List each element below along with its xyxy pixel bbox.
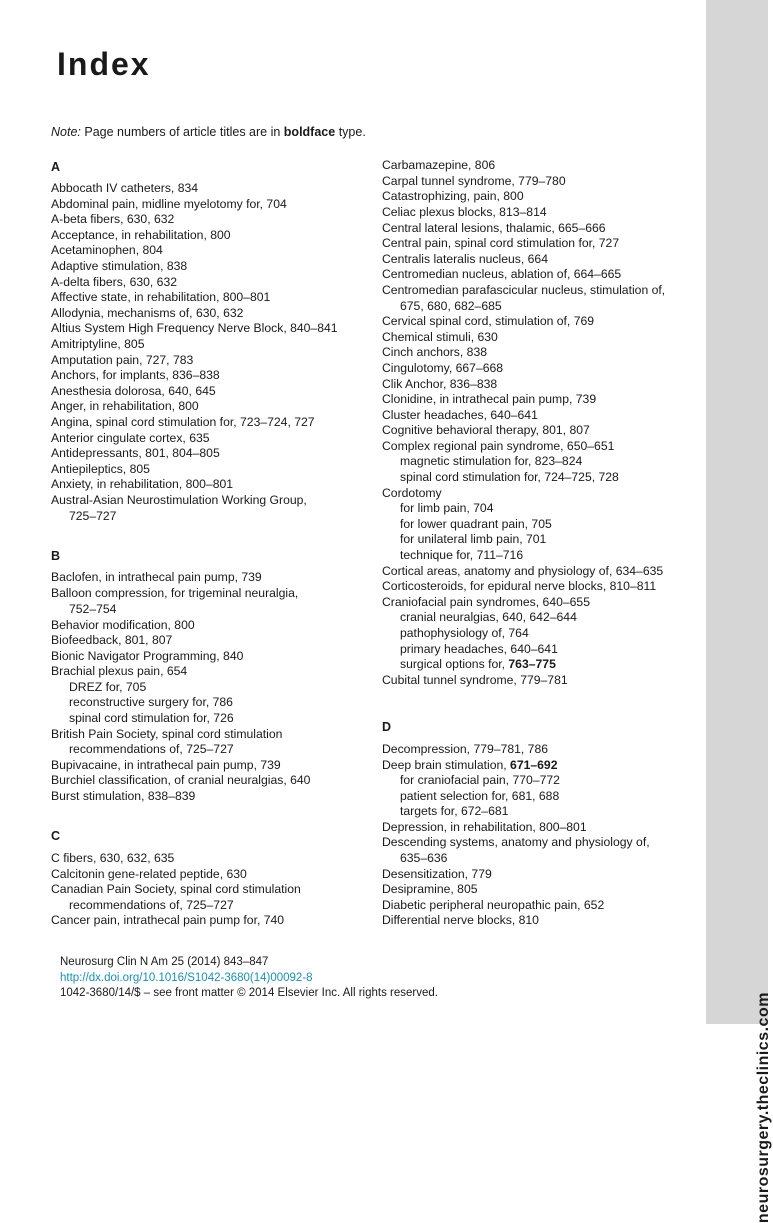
footer	[60, 955, 438, 1002]
entry-text: Central lateral lesions, thalamic, 665–666	[382, 221, 606, 235]
entry-text: recommendations of, 725–727	[69, 742, 234, 756]
index-entry	[51, 197, 287, 213]
entry-text: 675, 680, 682–685	[400, 299, 502, 313]
footer-citation: Neurosurg Clin N Am 25 (2014) 843–847	[60, 956, 269, 968]
entry-text: reconstructive surgery for, 786	[69, 695, 233, 709]
entry-text: recommendations of, 725–727	[69, 898, 234, 912]
index-entry-continuation	[382, 851, 447, 867]
index-entry	[51, 259, 187, 275]
entry-text: British Pain Society, spinal cord stimulation	[51, 727, 283, 741]
entry-text: cranial neuralgias, 640, 642–644	[400, 610, 577, 624]
index-entry	[51, 649, 243, 665]
index-subentry	[382, 773, 560, 789]
entry-text: Cingulotomy, 667–668	[382, 361, 504, 375]
entry-text: Biofeedback, 801, 807	[51, 633, 173, 647]
entry-text: Decompression, 779–781, 786	[382, 742, 548, 756]
entry-text: Acetaminophen, 804	[51, 243, 163, 257]
entry-text: Clonidine, in intrathecal pain pump, 739	[382, 392, 597, 406]
entry-bold-pages: 671–692	[510, 758, 558, 772]
index-subentry	[382, 548, 523, 564]
index-entry	[51, 306, 243, 322]
entry-text: spinal cord stimulation for, 726	[69, 711, 234, 725]
index-entry	[382, 236, 619, 252]
index-entry	[382, 820, 587, 836]
entry-text: technique for, 711–716	[400, 548, 524, 562]
index-entry	[51, 431, 210, 447]
entry-text: Diabetic peripheral neuropathic pain, 652	[382, 898, 605, 912]
section-letter: B	[51, 549, 61, 563]
index-entry	[51, 384, 216, 400]
entry-text: Antidepressants, 801, 804–805	[51, 446, 220, 460]
note-text-after: type.	[338, 125, 366, 139]
index-entry	[51, 633, 172, 649]
index-subentry	[382, 517, 552, 533]
index-subentry	[382, 804, 508, 820]
index-entry	[382, 486, 442, 502]
index-entry-continuation	[382, 299, 502, 315]
entry-text: Balloon compression, for trigeminal neuralgia,	[51, 586, 299, 600]
index-entry	[51, 727, 282, 743]
index-entry	[382, 564, 663, 580]
entry-text: Brachial plexus pain, 654	[51, 664, 188, 678]
index-subentry	[382, 657, 556, 673]
index-entry	[382, 882, 478, 898]
index-entry	[382, 205, 547, 221]
entry-text: Baclofen, in intrathecal pain pump, 739	[51, 570, 262, 584]
index-entry	[51, 758, 281, 774]
index-entry	[51, 477, 233, 493]
entry-text: Allodynia, mechanisms of, 630, 632	[51, 306, 244, 320]
entry-text: Desensitization, 779	[382, 867, 492, 881]
index-entry	[382, 330, 498, 346]
entry-text: Carbamazepine, 806	[382, 158, 496, 172]
index-subentry	[382, 501, 494, 517]
index-entry	[51, 867, 247, 883]
entry-text: Acceptance, in rehabilitation, 800	[51, 228, 231, 242]
index-entry	[51, 275, 177, 291]
entry-text: Centromedian nucleus, ablation of, 664–665	[382, 267, 622, 281]
index-entry	[382, 189, 524, 205]
entry-text: Austral-Asian Neurostimulation Working Group,	[51, 493, 307, 507]
index-entry	[51, 882, 301, 898]
entry-text: Cortical areas, anatomy and physiology of, 634–635	[382, 564, 664, 578]
entry-text: Cubital tunnel syndrome, 779–781	[382, 673, 568, 687]
entry-text: Celiac plexus blocks, 813–814	[382, 205, 547, 219]
entry-text: Calcitonin gene-related peptide, 630	[51, 867, 247, 881]
entry-text: patient selection for, 681, 688	[400, 789, 560, 803]
entry-text: pathophysiology of, 764	[400, 626, 529, 640]
index-entry	[51, 664, 187, 680]
index-entry	[382, 267, 621, 283]
index-subentry	[382, 626, 529, 642]
index-entry-continuation	[51, 509, 116, 525]
entry-text: Cognitive behavioral therapy, 801, 807	[382, 423, 590, 437]
section-letter: A	[51, 160, 61, 174]
entry-text: targets for, 672–681	[400, 804, 509, 818]
index-entry	[51, 228, 231, 244]
entry-text: Amputation pain, 727, 783	[51, 353, 194, 367]
index-entry	[382, 742, 548, 758]
index-entry	[51, 212, 174, 228]
entry-text: Carpal tunnel syndrome, 779–780	[382, 174, 566, 188]
entry-text: surgical options for,	[400, 657, 506, 671]
index-entry	[382, 408, 538, 424]
entry-text: Antiepileptics, 805	[51, 462, 150, 476]
index-subentry	[51, 680, 146, 696]
entry-text: C fibers, 630, 632, 635	[51, 851, 175, 865]
page-title: Index	[57, 46, 151, 82]
index-entry	[51, 415, 315, 431]
entry-text: Burst stimulation, 838–839	[51, 789, 196, 803]
entry-text: DREZ for, 705	[69, 680, 147, 694]
index-entry	[382, 283, 665, 299]
index-entry	[382, 361, 503, 377]
entry-text: Bionic Navigator Programming, 840	[51, 649, 244, 663]
index-entry	[51, 181, 198, 197]
entry-text: Cordotomy	[382, 486, 442, 500]
index-entry	[382, 345, 487, 361]
index-entry	[382, 579, 656, 595]
entry-text: Complex regional pain syndrome, 650–651	[382, 439, 615, 453]
index-entry-continuation	[51, 898, 234, 914]
entry-text: Angina, spinal cord stimulation for, 723–724, 727	[51, 415, 315, 429]
entry-text: Burchiel classification, of cranial neuralgias, 640	[51, 773, 311, 787]
index-entry	[51, 493, 307, 509]
section-letter: D	[382, 720, 392, 734]
entry-text: Clik Anchor, 836–838	[382, 377, 498, 391]
entry-text: Central pain, spinal cord stimulation for, 727	[382, 236, 620, 250]
entry-text: 635–636	[400, 851, 448, 865]
entry-text: A-delta fibers, 630, 632	[51, 275, 178, 289]
entry-text: Canadian Pain Society, spinal cord stimulation	[51, 882, 301, 896]
entry-text: Corticosteroids, for epidural nerve blocks, 810–811	[382, 579, 657, 593]
index-entry	[382, 898, 604, 914]
entry-text: A-beta fibers, 630, 632	[51, 212, 175, 226]
index-entry	[51, 353, 193, 369]
side-bar	[706, 0, 772, 1223]
index-entry	[51, 851, 174, 867]
index-entry	[382, 314, 594, 330]
index-subentry	[382, 532, 546, 548]
index-subentry	[382, 454, 582, 470]
entry-text: Desipramine, 805	[382, 882, 478, 896]
entry-text: Affective state, in rehabilitation, 800–801	[51, 290, 271, 304]
index-entry	[382, 392, 596, 408]
entry-text: Deep brain stimulation,	[382, 758, 507, 772]
index-entry	[382, 758, 558, 774]
note	[51, 125, 366, 139]
index-subentry	[382, 789, 559, 805]
index-entry	[382, 673, 568, 689]
entry-text: for craniofacial pain, 770–772	[400, 773, 560, 787]
index-entry	[51, 399, 199, 415]
entry-text: Craniofacial pain syndromes, 640–655	[382, 595, 590, 609]
entry-text: Cancer pain, intrathecal pain pump for, 740	[51, 913, 285, 927]
entry-text: for lower quadrant pain, 705	[400, 517, 552, 531]
entry-text: Bupivacaine, in intrathecal pain pump, 739	[51, 758, 281, 772]
index-entry	[51, 446, 220, 462]
entry-text: Altius System High Frequency Nerve Block, 840–841	[51, 321, 338, 335]
entry-text: Cluster headaches, 640–641	[382, 408, 538, 422]
entry-text: Anesthesia dolorosa, 640, 645	[51, 384, 216, 398]
index-entry	[382, 835, 650, 851]
entry-text: 752–754	[69, 602, 117, 616]
index-entry	[382, 377, 497, 393]
entry-text: Behavior modification, 800	[51, 618, 195, 632]
index-subentry	[382, 470, 619, 486]
index-entry	[51, 321, 338, 337]
index-entry	[382, 158, 495, 174]
note-prefix: Note:	[51, 125, 81, 139]
index-entry	[51, 773, 310, 789]
entry-text: Centromedian parafascicular nucleus, stimulation of,	[382, 283, 666, 297]
entry-text: Anchors, for implants, 836–838	[51, 368, 220, 382]
entry-text: Depression, in rehabilitation, 800–801	[382, 820, 587, 834]
entry-text: spinal cord stimulation for, 724–725, 728	[400, 470, 619, 484]
side-url[interactable]: neurosurgery.theclinics.com	[755, 992, 772, 1223]
entry-text: for unilateral limb pain, 701	[400, 532, 547, 546]
entry-text: Abdominal pain, midline myelotomy for, 704	[51, 197, 287, 211]
entry-text: Anger, in rehabilitation, 800	[51, 399, 199, 413]
entry-text: Catastrophizing, pain, 800	[382, 189, 524, 203]
entry-text: Chemical stimuli, 630	[382, 330, 498, 344]
index-entry	[382, 221, 606, 237]
entry-text: for limb pain, 704	[400, 501, 494, 515]
index-entry-continuation	[51, 742, 234, 758]
entry-text: Cinch anchors, 838	[382, 345, 488, 359]
entry-text: 725–727	[69, 509, 117, 523]
entry-text: Descending systems, anatomy and physiology of,	[382, 835, 650, 849]
note-text-before: Page numbers of article titles are in	[84, 125, 281, 139]
index-entry-continuation	[51, 602, 116, 618]
entry-text: Anterior cingulate cortex, 635	[51, 431, 210, 445]
footer-copyright: 1042-3680/14/$ – see front matter © 2014 Elsevier Inc. All rights reserved.	[60, 987, 438, 999]
index-entry	[51, 570, 262, 586]
index-entry	[51, 586, 298, 602]
entry-text: Amitriptyline, 805	[51, 337, 145, 351]
entry-text: Cervical spinal cord, stimulation of, 769	[382, 314, 595, 328]
index-subentry	[51, 695, 233, 711]
index-entry	[51, 243, 163, 259]
index-entry	[382, 867, 492, 883]
index-entry	[51, 913, 284, 929]
entry-text: Centralis lateralis nucleus, 664	[382, 252, 548, 266]
index-subentry	[382, 642, 558, 658]
index-subentry	[51, 711, 234, 727]
entry-text: Abbocath IV catheters, 834	[51, 181, 199, 195]
index-entry	[51, 789, 195, 805]
index-entry	[51, 368, 220, 384]
index-entry	[51, 618, 195, 634]
index-entry	[51, 290, 270, 306]
entry-text: magnetic stimulation for, 823–824	[400, 454, 583, 468]
footer-doi-link[interactable]: http://dx.doi.org/10.1016/S1042-3680(14)00092-8	[60, 971, 313, 984]
index-entry	[51, 337, 144, 353]
note-bold-word: boldface	[283, 125, 336, 139]
section-letter: C	[51, 829, 61, 843]
index-entry	[382, 252, 548, 268]
entry-text: Adaptive stimulation, 838	[51, 259, 188, 273]
entry-bold-pages: 763–775	[508, 657, 556, 671]
index-entry	[382, 423, 590, 439]
index-entry	[51, 462, 150, 478]
entry-text: primary headaches, 640–641	[400, 642, 558, 656]
index-entry	[382, 439, 614, 455]
index-subentry	[382, 610, 577, 626]
index-entry	[382, 595, 590, 611]
index-entry	[382, 913, 539, 929]
entry-text: Differential nerve blocks, 810	[382, 913, 539, 927]
entry-text: Anxiety, in rehabilitation, 800–801	[51, 477, 234, 491]
index-entry	[382, 174, 566, 190]
